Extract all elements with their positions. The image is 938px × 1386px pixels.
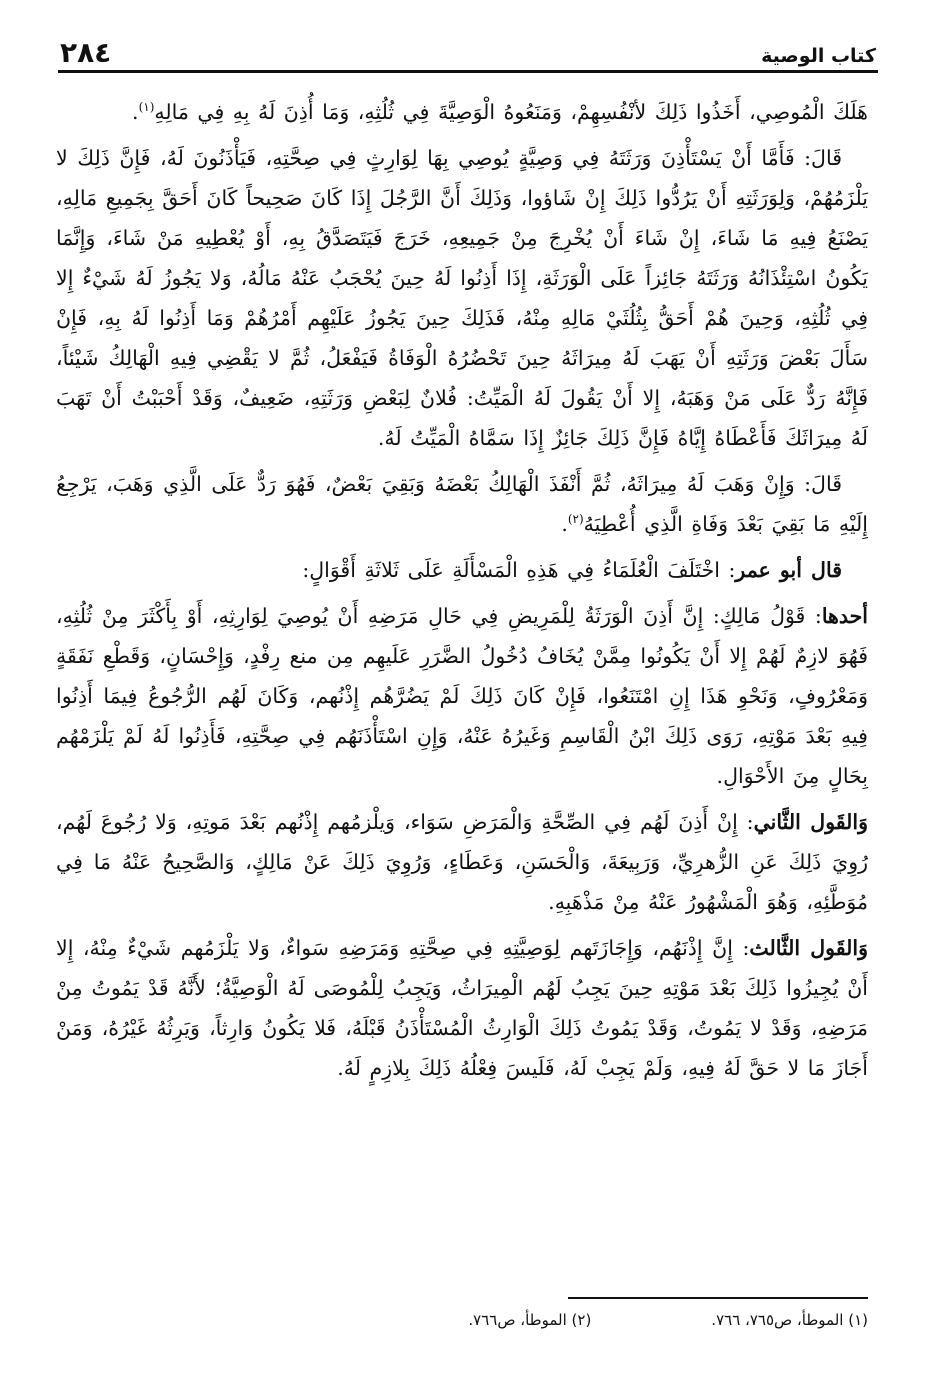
- main-text: [56, 92, 868, 1094]
- paragraph-text: قَالَ: فَأَمَّا أَنْ يَسْتَأْذِنَ وَرَثَتَهُ فِي وَصِيَّةٍ يُوصِي بِهَا لِوَارِثٍ فِي صِحَّتِهِ، فَيَأْذَنُونَ لَهُ، فَإِنَّ ذَلِكَ لا يَلْزَمُهُمْ، وَلِوَرَثَتِهِ أَنْ يَرُدُّوا ذَلِكَ إِنْ شَاؤوا، وَذَلِكَ أَنَّ الرَّجُلَ إِذَا كَانَ صَحِيحاً كَانَ أَحَقَّ بِجَمِيعِ مَالِهِ، يَصْنَعُ فِيهِ مَا شَاءَ، إِنْ شَاءَ أَنْ يُخْرِجَ مِنْ جَمِيعِهِ، خَرَجَ فَيَتَصَدَّقُ بِهِ، أَوْ يُعْطِيهِ مَنْ شَاءَ، وَإِنَّمَا يَكُونُ اسْتِئْذَانُهُ وَرَثَتَهُ جَائِزاً عَلَى الْوَرَثَةِ، إِذَا أَذِنُوا لَهُ حِينَ يُحْجَبُ عَنْهُ مَالُهُ، وَلا يَجُوزُ لَهُ شَيْءٌ إِلا فِي ثُلُثِهِ، وَحِينَ هُمْ أَحَقُّ بِثُلُثَيْ مَالِهِ مِنْهُ، فَذَلِكَ حِينَ يَجُوزُ عَلَيْهِم أَمْرُهُمْ وَمَا أَذِنُوا لَهُ بِهِ، فَإِنْ سَأَلَ بَعْضَ وَرَثَتِهِ أَنْ يَهَبَ لَهُ مِيرَاثَهُ حِينَ تَحْضُرُهُ الْوَفَاةُ فَيَفْعَلُ، ثُمَّ لا يَقْضِي فِيهِ الْهَالِكُ شَيْئاً، فَإِنَّهُ رَدٌّ عَلَى مَنْ وَهَبَهُ، إِلا أَنْ يَقُولَ لَهُ الْمَيِّتُ: فُلانٌ لِبَعْضِ وَرَثَتِهِ، ضَعِيفٌ، وَقَدْ أَحْبَبْتُ أَنْ تَهَبَ لَهُ مِيرَاثَكَ فَأَعْطَاهُ إِيَّاهُ فَإِنَّ ذَلِكَ جَائِزٌ إِذَا سَمَّاهُ الْمَيِّتُ لَهُ: [56, 146, 868, 450]
- paragraph-text: : اخْتَلَفَ الْعُلَمَاءُ فِي هَذِهِ الْمَسْأَلَةِ عَلَى ثَلاثَةِ أَقْوَالٍ:: [302, 558, 736, 582]
- footnotes: [56, 1305, 868, 1335]
- paragraph-text: قَالَ: وَإِنْ وَهَبَ لَهُ مِيرَاثَهُ، ثُمَّ أَنْفَذَ الْهَالِكُ بَعْضَهُ وَبَقِيَ بَعْضٌ، فَهُوَ رَدٌّ عَلَى الَّذِي وَهَبَ، يَرْجِعُ إِلَيْهِ مَا بَقِيَ بَعْدَ وَفَاةِ الَّذِي أُعْطِيَهُ: [56, 472, 868, 536]
- footnote-rule: [568, 1297, 868, 1299]
- paragraph-lead: قال أبو عمر: [735, 558, 842, 582]
- paragraph-tail: .: [337, 1056, 344, 1080]
- paragraph-lead: وَالقَول الثَّالث: [749, 936, 868, 960]
- paragraph-7: [56, 928, 868, 1088]
- paragraph-tail: .: [377, 426, 385, 450]
- paragraph-5: [56, 596, 868, 796]
- header-rule: [58, 70, 878, 73]
- page-number: ٢٨٤: [60, 36, 112, 69]
- paragraph-tail: .: [548, 890, 555, 914]
- paragraph-text: : قَوْلُ مَالِكٍ: إِنَّ أَذِنَ الْوَرَثَةُ لِلْمَرِيضِ فِي حَالِ مَرَضِهِ أَنْ يُوصِيَ لِوَارِثِهِ، أَوْ بِأَكْثَرَ مِنْ ثُلُثِهِ، فَهُوَ لازِمٌ لَهُمْ إِلا أَنْ يَكُونُوا مِمَّنْ يُخَافُ دُخُولُ الضَّرَرِ عَلَيهِم مِن منع رِفْدٍ، وَإِحْسَانٍ، وَقَطْعِ نَفَقَةٍ وَمَعْرُوفٍ، وَنَحْوِ هَذَا إِنِ امْتَنَعُوا، فَإِنْ كَانَ ذَلِكَ لَمْ يَضُرَّهُم إِذْنُهم، وَكَانَ لَهُم الرُّجُوعُ فِيمَا أَذِنُوا فِيهِ بَعْدَ مَوْتِهِ، رَوَى ذَلِكَ ابْنُ الْقَاسِمِ وَغَيرُهُ عَنْهُ، وَإِنِ اسْتَأْذَنَهُم فِي صِحَّتِهِ، فَأَذِنُوا لَهُ لَمْ يَلْزَمْهُم بِحَالٍ مِنَ الأَحْوَالِ: [56, 604, 868, 788]
- paragraph-2: [56, 138, 868, 458]
- book-title: كتاب الوصية: [761, 45, 876, 67]
- paragraph-tail: .: [132, 100, 139, 124]
- paragraph-6: [56, 802, 868, 922]
- running-header: [60, 28, 876, 68]
- paragraph-3: [56, 464, 868, 544]
- footnote-marker-1: (١): [138, 100, 155, 115]
- footnote-marker-2: (٢): [567, 512, 584, 527]
- paragraph-4: [56, 550, 868, 590]
- paragraph-text: : إِنْ أَذِنَ لَهُم فِي الصِّحَّةِ وَالْمَرَضِ سَوَاء، وَيلْزمُهم إِذْنُهم بَعْدَ مَوتِهِ، وَلا رُجُوعَ لَهُم، رُوِيَ ذَلِكَ عَنِ الزُّهرِيِّ، وَرَبِيعَةَ، وَالْحَسَنِ، وَعَطَاءٍ، وَرُوِيَ ذَلِكَ عَنْ مَالِكٍ، وَالصَّحِيحُ عَنْهُ مَا فِي مُوَطَّئِهِ، وَهُوَ الْمَشْهُورُ عَنْهُ مِنْ مَذْهَبِهِ: [56, 810, 868, 914]
- paragraph-1: [56, 92, 868, 132]
- paragraph-lead: وَالقَول الثَّاني: [753, 810, 868, 834]
- footnote-2: (٢) الموطأ، ص٧٦٦.: [468, 1311, 592, 1329]
- footnote-1: (١) الموطأ، ص٧٦٥، ٧٦٦.: [711, 1311, 868, 1329]
- paragraph-text: : إِنَّ إِذْنَهُم، وَإِجَازَتَهم لِوَصِيَّتِهِ فِي صِحَّتِهِ وَمَرَضِهِ سَواءٌ، وَلا يَلْزَمُهم شَيْءٌ مِنْهُ، إِلا أَنْ يُجِيزُوا ذَلِكَ بَعْدَ مَوْتِهِ حِينَ يَجِبُ لَهُم الْمِيرَاثُ، وَيَجِبُ لِلْمُوصَى لَهُ الْوَصِيَّةُ؛ لأَنَّهُ قَدْ يَمُوتُ مِنْ مَرَضِهِ، وَقَدْ لا يَمُوتُ، وَقَدْ يَمُوتُ ذَلِكَ الْوَارِثُ الْمُسْتَأْذَنُ قَبْلَهُ، فَلا يَكُونُ وَارِثاً، وَيَرِثُهُ غَيْرُهُ، وَمَنْ أَجَازَ مَا لا حَقَّ لَهُ فِيهِ، وَلَمْ يَجِبْ لَهُ، فَلَيسَ فِعْلُهُ ذَلِكَ بِلازِمٍ لَهُ: [56, 936, 868, 1080]
- paragraph-lead: أحدها: [821, 604, 868, 628]
- paragraph-tail: .: [716, 764, 724, 788]
- paragraph-text: هَلَكَ الْمُوصِي، أَخَذُوا ذَلِكَ لأنْفُسِهِمْ، وَمَنَعُوهُ الْوَصِيَّةَ فِي ثُلُثِهِ، وَمَا أُذِنَ لَهُ بِهِ فِي مَالِهِ: [154, 100, 868, 124]
- paragraph-tail: .: [561, 512, 568, 536]
